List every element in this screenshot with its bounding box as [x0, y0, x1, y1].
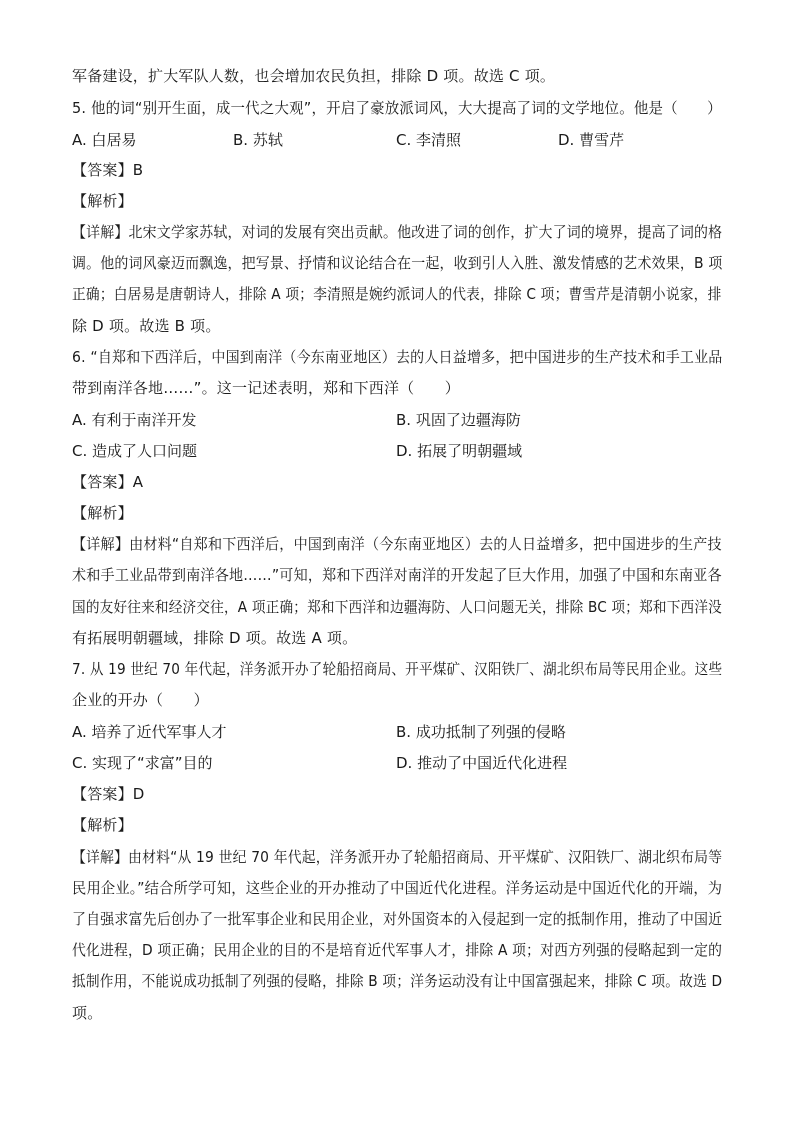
- q7-detail-line: 【详解】由材料“从 19 世纪 70 年代起，洋务派开办了轮船招商局、开平煤矿、汉阳铁厂、湖北织布局等: [72, 848, 723, 866]
- q7-detail-line: 民用企业。”结合所学可知，这些企业的开办推动了中国近代化进程。洋务运动是中国近代化的开端，为: [72, 879, 723, 897]
- q6-stem-line: 带到南洋各地……”。这一记述表明，郑和下西洋（ ）: [72, 379, 460, 397]
- q5-option-b: B. 苏轼: [233, 131, 283, 149]
- q7-detail-line: 代化进程，D 项正确；民用企业的目的不是培育近代军事人才，排除 A 项；对西方列强的侵略起到一定的: [72, 941, 723, 959]
- q7-option-c: C. 实现了“求富”目的: [72, 754, 213, 772]
- q6-detail-line: 有拓展明朝疆域，排除 D 项。故选 A 项。: [72, 629, 358, 647]
- q7-option-d: D. 推动了中国近代化进程: [396, 754, 568, 772]
- q6-answer: 【答案】A: [72, 473, 144, 491]
- q5-analysis-label: 【解析】: [72, 192, 133, 210]
- q5-stem: 5. 他的词“别开生面，成一代之大观”，开启了豪放派词风，大大提高了词的文学地位。他是（ ）: [72, 99, 722, 117]
- q7-detail-line: 了自强求富先后创办了一批军事企业和民用企业，对外国资本的入侵起到一定的抵制作用，推动了中国近: [72, 910, 723, 928]
- q5-detail-line: 除 D 项。故选 B 项。: [72, 317, 221, 335]
- q7-analysis-label: 【解析】: [72, 816, 133, 834]
- q7-answer: 【答案】D: [72, 785, 145, 803]
- q6-detail-line: 国的友好往来和经济交往，A 项正确；郑和下西洋和边疆海防、人口问题无关，排除 BC 项；郑和下西洋没: [72, 598, 723, 616]
- q7-detail-line: 抵制作用，不能说成功抵制了列强的侵略，排除 B 项；洋务运动没有让中国富强起来，排除 C 项。故选 D: [72, 972, 723, 990]
- q6-option-c: C. 造成了人口问题: [72, 442, 198, 460]
- q6-stem-line: 6. “自郑和下西洋后，中国到南洋（今东南亚地区）去的人日益增多，把中国进步的生产技术和手工业品: [72, 348, 723, 366]
- q6-analysis-label: 【解析】: [72, 504, 133, 522]
- q5-option-a: A. 白居易: [72, 131, 137, 149]
- q5-detail-line: 正确；白居易是唐朝诗人，排除 A 项；李清照是婉约派词人的代表，排除 C 项；曹雪芹是清朝小说家，排: [72, 285, 722, 303]
- q7-option-a: A. 培养了近代军事人才: [72, 723, 227, 741]
- q7-detail-line: 项。: [72, 1004, 103, 1022]
- q6-option-a: A. 有利于南洋开发: [72, 411, 197, 429]
- q6-detail-line: 【详解】由材料“自郑和下西洋后，中国到南洋（今东南亚地区）去的人日益增多，把中国进步的生产技: [72, 535, 722, 553]
- q5-detail-line: 【详解】北宋文学家苏轼，对词的发展有突出贡献。他改进了词的创作，扩大了词的境界，提高了词的格: [72, 223, 723, 241]
- q7-option-b: B. 成功抵制了列强的侵略: [396, 723, 566, 741]
- intro-line: 军备建设，扩大军队人数，也会增加农民负担，排除 D 项。故选 C 项。: [72, 67, 556, 85]
- q5-detail-line: 调。他的词风豪迈而飘逸，把写景、抒情和议论结合在一起，收到引人入胜、激发情感的艺术效果，B 项: [72, 254, 723, 272]
- q5-option-d: D. 曹雪芹: [558, 131, 625, 149]
- q7-stem-line: 企业的开办（ ）: [72, 691, 209, 709]
- q6-option-d: D. 拓展了明朝疆域: [396, 442, 523, 460]
- q5-option-c: C. 李清照: [396, 131, 462, 149]
- q6-detail-line: 术和手工业品带到南洋各地……”可知，郑和下西洋对南洋的开发起了巨大作用，加强了中国和东南亚各: [72, 566, 722, 584]
- q5-answer: 【答案】B: [72, 161, 144, 179]
- q7-stem-line: 7. 从 19 世纪 70 年代起，洋务派开办了轮船招商局、开平煤矿、汉阳铁厂、湖北织布局等民用企业。这些: [72, 660, 723, 678]
- q6-option-b: B. 巩固了边疆海防: [396, 411, 521, 429]
